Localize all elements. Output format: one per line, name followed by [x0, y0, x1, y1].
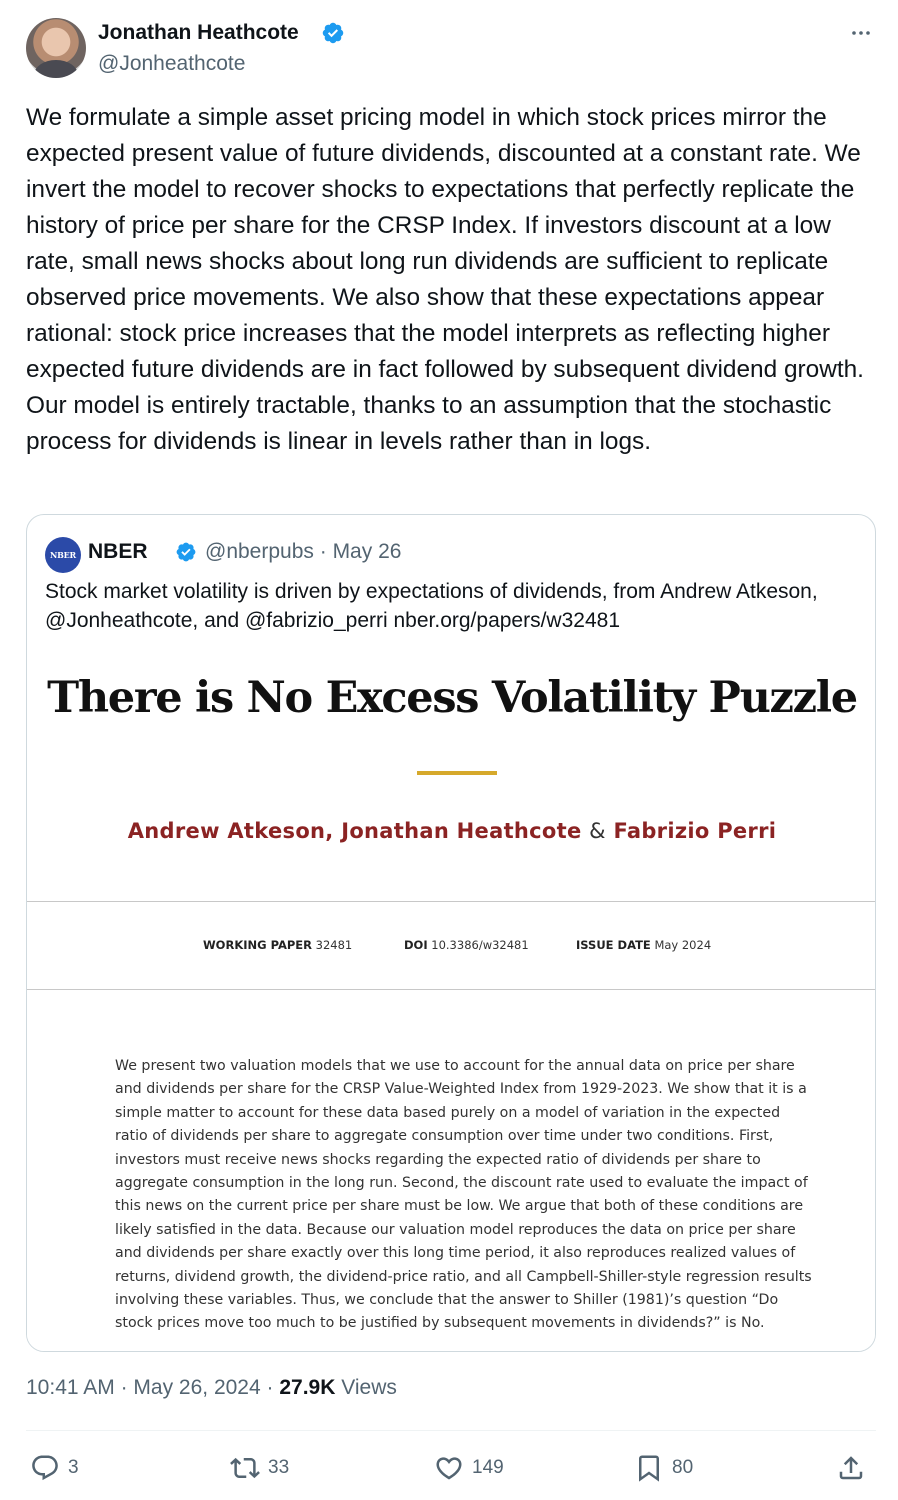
share-icon: [836, 1453, 866, 1483]
issue-date-meta: [576, 938, 711, 952]
views-count: 27.9K: [279, 1376, 336, 1399]
paper-title: There is No Excess Volatility Puzzle: [47, 673, 857, 723]
quoted-tweet-header: [45, 537, 845, 567]
bookmark-count: 80: [672, 1457, 694, 1478]
repost-icon: [230, 1453, 260, 1483]
doi-meta: [404, 938, 529, 952]
more-options-icon[interactable]: [846, 18, 876, 48]
paper-author: Andrew Atkeson,: [127, 819, 334, 843]
quoted-tweet[interactable]: [26, 514, 876, 1352]
views-label: Views: [341, 1376, 397, 1399]
working-paper-meta: [203, 938, 352, 952]
divider-line: [26, 1430, 876, 1431]
author-ampersand: &: [589, 819, 606, 843]
author-display-name[interactable]: Jonathan Heathcote: [98, 21, 299, 44]
bookmark-button[interactable]: [634, 1448, 693, 1488]
reply-icon: [30, 1453, 60, 1483]
paper-author: Jonathan Heathcote: [341, 819, 582, 843]
meta-label: ISSUE DATE: [576, 938, 651, 952]
paper-image[interactable]: [27, 635, 876, 1352]
tweet-timestamp[interactable]: 10:41 AM · May 26, 2024 · 27.9K Views: [26, 1376, 397, 1399]
paper-abstract: We present two valuation models that we use to account for the annual data on price per share and dividends per share for the CRSP Value-Weighted Index from 1929-2023. We show that it is a simple matter to account for these data based purely on a model of variation in the expected ratio of dividends per share to aggregate consumption over time under two conditions. First, investors must receive news shocks regarding the expected ratio of dividends per share to aggregate consumption in the long run. Second, the discount rate used to evaluate the impact of this news on the current price per share must be low. We argue that both of these conditions are likely satisfied in the data. Because our valuation model reproduces the data on price per share and dividends per share exactly over this long time period, it also reproduces realized values of returns, dividend growth, the dividend-price ratio, and all Campbell-Shiller-style regression results involving these variables. Thus, we conclude that the answer to Shiller (1981)’s question “Do stock prices move too much to be justified by subsequent movements in dividends?” is No.: [115, 1058, 812, 1332]
nber-avatar[interactable]: NBER: [45, 537, 81, 573]
quoted-tweet-date: May 26: [332, 540, 402, 563]
meta-value: 10.3386/w32481: [431, 938, 529, 952]
meta-label: WORKING PAPER: [203, 938, 312, 952]
share-button[interactable]: [836, 1448, 866, 1488]
bookmark-icon: [634, 1453, 664, 1483]
heart-icon: [434, 1453, 464, 1483]
repost-button[interactable]: [230, 1448, 289, 1488]
quoted-tweet-text: Stock market volatility is driven by expectations of dividends, from Andrew Atkeson, @Jonheathcote, and @fabrizio_perri nber.org/papers/w32481: [45, 580, 818, 632]
paper-author: Fabrizio Perri: [613, 819, 777, 843]
meta-value: May 2024: [654, 938, 712, 952]
repost-count: 33: [268, 1457, 290, 1478]
divider-line: [27, 989, 876, 990]
author-handle[interactable]: @Jonheathcote: [98, 52, 246, 75]
verified-badge-icon: [175, 541, 197, 563]
like-count: 149: [472, 1457, 504, 1478]
reply-button[interactable]: [30, 1448, 79, 1488]
author-avatar[interactable]: [26, 18, 86, 78]
divider-line: [27, 901, 876, 902]
tweet-text: We formulate a simple asset pricing model in which stock prices mirror the expected present value of future dividends, discounted at a constant rate. We invert the model to recover shocks to expectations that perfectly replicate the history of price per share for the CRSP Index. If investors discount at a low rate, small news shocks about long run dividends are sufficient to replicate observed price movements. We also show that these expectations appear rational: stock price increases that the model interprets as reflecting higher expected future dividends are in fact followed by subsequent dividend growth. Our model is entirely tractable, thanks to an assumption that the stochastic process for dividends is linear in levels rather than in logs.: [26, 104, 864, 455]
verified-badge-icon: [321, 21, 345, 45]
action-bar: [26, 1448, 876, 1488]
title-divider: [417, 771, 497, 775]
quoted-author-name: NBER: [88, 540, 148, 563]
meta-label: DOI: [404, 938, 428, 952]
tweet-time: 10:41 AM: [26, 1376, 115, 1399]
tweet-date: May 26, 2024: [133, 1376, 261, 1399]
like-button[interactable]: [434, 1448, 504, 1488]
tweet-header: [26, 18, 876, 80]
paper-authors: [27, 819, 876, 843]
reply-count: 3: [68, 1457, 79, 1478]
quoted-author-handle-date: @nberpubs · May 26: [205, 540, 402, 563]
meta-value: 32481: [315, 938, 353, 952]
quoted-author-handle: @nberpubs: [205, 540, 314, 563]
